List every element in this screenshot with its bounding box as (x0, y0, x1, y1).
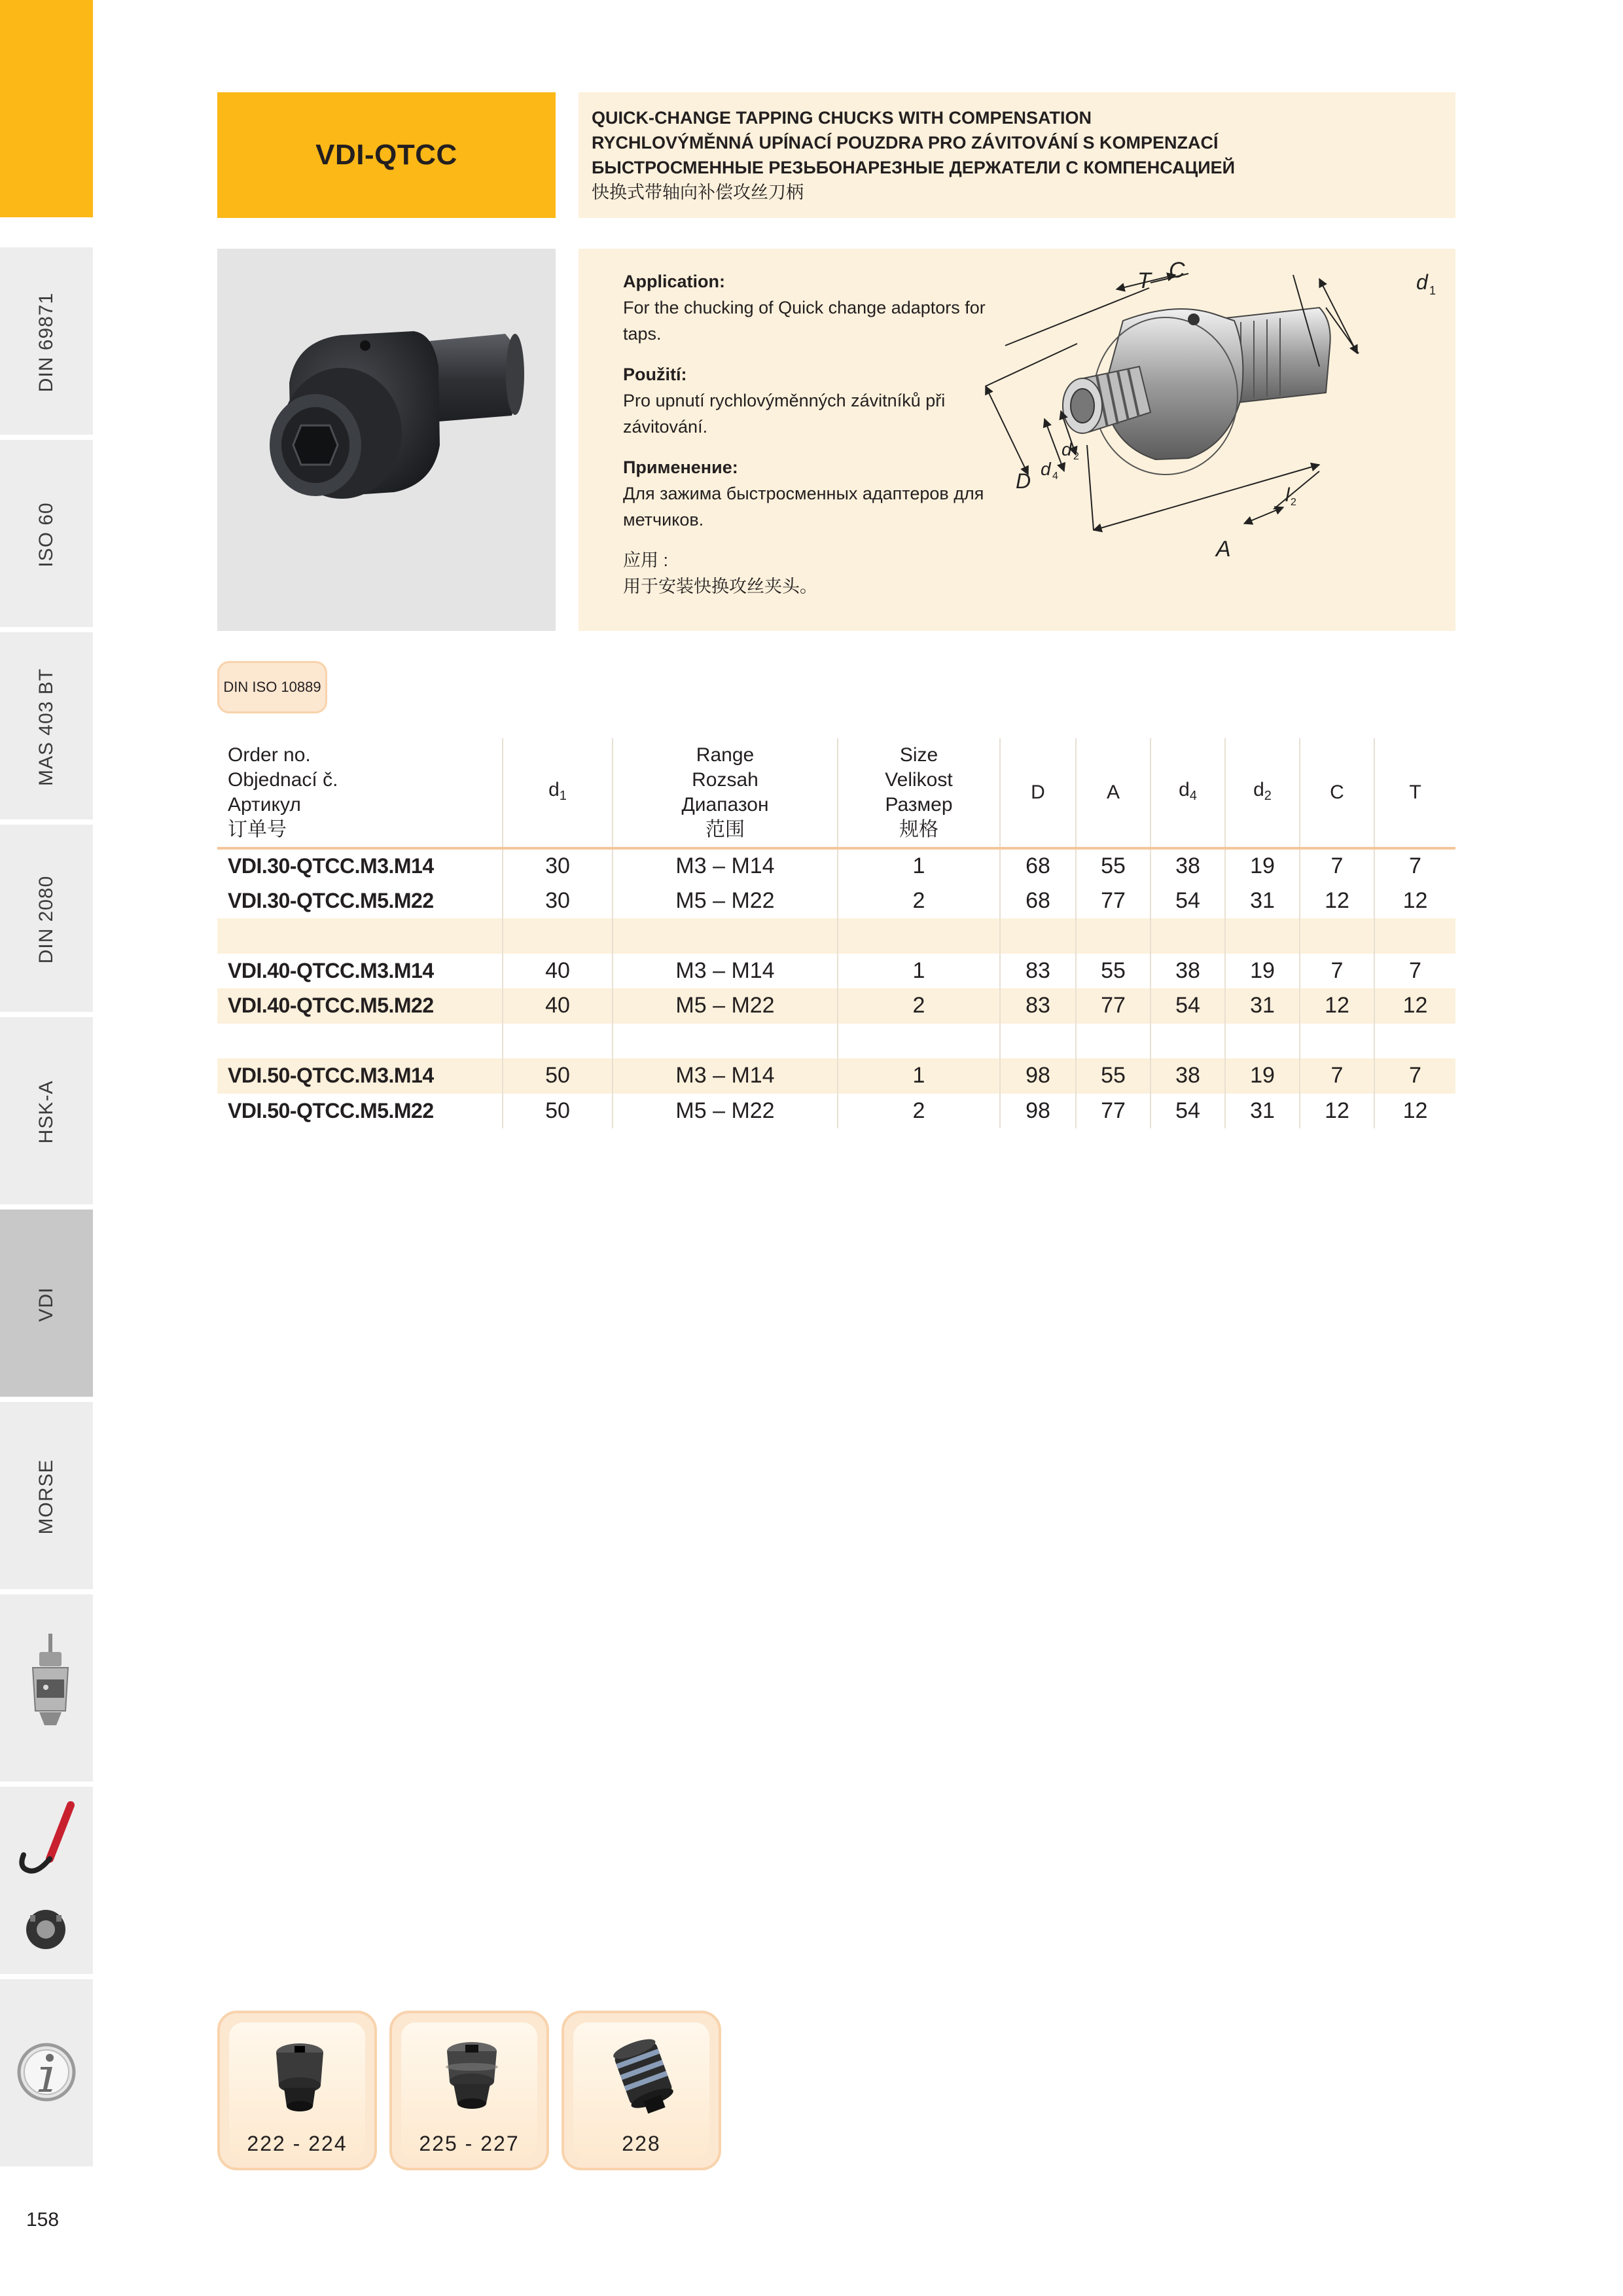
product-title-box (217, 92, 556, 218)
table-row (217, 884, 1455, 919)
cell-d2: 19 (1225, 954, 1300, 989)
dim-label-l2-sub: 2 (1291, 497, 1296, 508)
page-number: 158 (26, 2209, 60, 2231)
application-heading-zh: 应用 : (623, 550, 669, 570)
cell-A: 77 (1076, 988, 1150, 1024)
cell-size: 2 (838, 884, 1000, 919)
sidebar-tab-mas-403-bt[interactable] (0, 632, 93, 822)
cell-d1: 30 (503, 884, 613, 919)
cell-order-no: VDI.40-QTCC.M3.M14 (228, 958, 434, 982)
cell-D: 68 (1000, 848, 1076, 884)
sidebar-tab-label: DIN 2080 (35, 875, 57, 964)
sidebar-tab-wrenches-nuts[interactable] (0, 1787, 93, 1977)
header-size: Size Velikost Размер 规格 (838, 738, 1000, 848)
cell-size: 1 (838, 954, 1000, 989)
cell-d2: 31 (1225, 988, 1300, 1024)
cell-d4: 54 (1150, 988, 1225, 1024)
standard-badge (217, 661, 327, 713)
description-en: QUICK-CHANGE TAPPING CHUCKS WITH COMPENSATION (592, 108, 1092, 128)
cell-d1: 50 (503, 1058, 613, 1094)
product-title: VDI-QTCC (315, 139, 457, 171)
cell-A: 77 (1076, 884, 1150, 919)
cell-order-no: VDI.50-QTCC.M5.M22 (228, 1098, 434, 1122)
cell-T: 7 (1374, 1058, 1455, 1094)
dim-label-d2-sub: 2 (1073, 451, 1079, 462)
header-C: C (1300, 738, 1374, 848)
related-card-228[interactable] (562, 2011, 721, 2170)
dim-label-C: C (1169, 258, 1185, 283)
cell-T: 7 (1374, 848, 1455, 884)
cell-d4: 38 (1150, 848, 1225, 884)
cell-T: 12 (1374, 988, 1455, 1024)
cell-A: 55 (1076, 848, 1150, 884)
dim-label-A: A (1216, 537, 1231, 562)
cell-d4: 38 (1150, 954, 1225, 989)
sidebar-tab-iso-60[interactable] (0, 440, 93, 630)
header-d4: $d_4$ (1150, 738, 1225, 848)
table-row (217, 848, 1455, 884)
cell-order-no: VDI.30-QTCC.M5.M22 (228, 888, 434, 912)
dim-label-D: D (1016, 469, 1031, 493)
table-row (217, 954, 1455, 989)
cell-order-no: VDI.50-QTCC.M3.M14 (217, 1058, 503, 1094)
dim-label-d4: d (1041, 459, 1051, 479)
cell-size: 1 (838, 1058, 1000, 1094)
cell-range: M3 – M14 (613, 1058, 838, 1094)
sidebar-tab-vdi[interactable] (0, 1210, 93, 1399)
info-icon (0, 1979, 93, 2169)
application-panel (579, 249, 1455, 631)
cell-d4: 54 (1150, 884, 1225, 919)
cell-range: M5 – M22 (613, 1094, 838, 1129)
hook-wrench-nut-icon (0, 1787, 93, 1977)
cell-range: M5 – M22 (613, 988, 838, 1024)
related-card-225-227[interactable] (389, 2011, 549, 2170)
cell-d4: 54 (1150, 1094, 1225, 1129)
cell-d2: 19 (1225, 848, 1300, 884)
application-text-zh: 用于安装快换攻丝夹头。 (623, 577, 817, 596)
related-card-pages: 228 (622, 2132, 661, 2155)
dim-label-d1: d (1416, 270, 1428, 294)
product-photo (217, 249, 556, 631)
cell-d4: 38 (1150, 1058, 1225, 1094)
cell-size: 2 (838, 988, 1000, 1024)
dim-label-d2: d (1061, 439, 1072, 459)
cell-d1: 50 (503, 1094, 613, 1129)
cell-C: 7 (1300, 848, 1374, 884)
cell-d2: 31 (1225, 1094, 1300, 1129)
header-d1: $d_1$ (503, 738, 613, 848)
sidebar-tab-din-2080[interactable] (0, 825, 93, 1014)
cell-T: 12 (1374, 1094, 1455, 1129)
cell-D: 83 (1000, 954, 1076, 989)
cell-A: 55 (1076, 1058, 1150, 1094)
application-text (623, 268, 990, 614)
header-T: T (1374, 738, 1455, 848)
application-heading-cz: Použití: (623, 365, 687, 384)
tapping-chuck-product-image (217, 249, 556, 631)
cell-size: 1 (838, 848, 1000, 884)
cell-order-no: VDI.30-QTCC.M3.M14 (228, 854, 434, 878)
sidebar-tab-din-69871[interactable] (0, 247, 93, 437)
header-A: A (1076, 738, 1150, 848)
cell-range: M3 – M14 (613, 848, 838, 884)
sidebar-tab-label: MAS 403 BT (35, 668, 57, 787)
table-row (217, 1094, 1455, 1129)
tapping-attachment-icon (592, 2033, 696, 2118)
sidebar-tab-morse[interactable] (0, 1402, 93, 1592)
cell-d2: 31 (1225, 884, 1300, 919)
cell-C: 12 (1300, 1094, 1374, 1129)
cell-C: 7 (1300, 1058, 1374, 1094)
header-D: D (1000, 738, 1076, 848)
header-d2: $d_2$ (1225, 738, 1300, 848)
application-text-en: For the chucking of Quick change adaptors for taps. (623, 298, 986, 344)
cell-d2: 19 (1225, 1058, 1300, 1094)
application-text-cz: Pro upnutí rychlovýměnných závitníků při závitování. (623, 391, 946, 437)
table-spacer-row (217, 918, 1455, 954)
related-card-222-224[interactable] (217, 2011, 377, 2170)
cell-A: 55 (1076, 954, 1150, 989)
cell-order-no: VDI.40-QTCC.M5.M22 (217, 988, 503, 1024)
dimension-drawing (979, 249, 1455, 631)
cell-d1: 30 (503, 848, 613, 884)
sidebar-tab-label: VDI (35, 1287, 57, 1322)
related-card-pages: 225 - 227 (419, 2132, 520, 2155)
cell-size: 2 (838, 1094, 1000, 1129)
cell-d1: 40 (503, 988, 613, 1024)
cell-T: 12 (1374, 884, 1455, 919)
cell-D: 98 (1000, 1094, 1076, 1129)
header-order-no: Order no. Objednací č. Артикул 订单号 (228, 744, 338, 840)
sidebar-tab-label: HSK-A (35, 1080, 57, 1144)
product-description-box (579, 92, 1455, 218)
cell-D: 68 (1000, 884, 1076, 919)
table-header-row (217, 738, 1455, 848)
sidebar-tab-hsk-a[interactable] (0, 1017, 93, 1207)
application-heading-ru: Применение: (623, 457, 738, 477)
dim-label-T: T (1137, 268, 1151, 293)
cell-C: 12 (1300, 884, 1374, 919)
cell-D: 83 (1000, 988, 1076, 1024)
description-ru: БЫСТРОСМЕННЫЕ РЕЗЬБОНАРЕЗНЫЕ ДЕРЖАТЕЛИ С КОМПЕНСАЦИЕЙ (592, 158, 1236, 177)
dim-label-l2: l (1285, 484, 1290, 506)
standard-label: DIN ISO 10889 (223, 679, 321, 695)
sidebar-tab-info[interactable] (0, 1979, 93, 2169)
cell-T: 7 (1374, 954, 1455, 989)
order-table (217, 738, 1455, 1128)
description-zh: 快换式带轴向补偿攻丝刀柄 (592, 183, 804, 202)
cell-C: 12 (1300, 988, 1374, 1024)
sidebar-tab-label: ISO 60 (35, 502, 57, 567)
sidebar-tab-label: DIN 69871 (35, 292, 57, 393)
dim-label-d1-sub: 1 (1429, 284, 1436, 297)
cell-range: M3 – M14 (613, 954, 838, 989)
cell-A: 77 (1076, 1094, 1150, 1129)
cell-d1: 40 (503, 954, 613, 989)
table-row (217, 988, 1455, 1024)
cell-C: 7 (1300, 954, 1374, 989)
application-heading-en: Application: (623, 272, 725, 291)
table-row (217, 1058, 1455, 1094)
application-text-ru: Для зажима быстросменных адаптеров для метчиков. (623, 484, 984, 529)
description-cz: RYCHLOVÝMĚNNÁ UPÍNACÍ POUZDRA PRO ZÁVITOVÁNÍ S KOMPENZACÍ (592, 133, 1219, 152)
cell-D: 98 (1000, 1058, 1076, 1094)
drill-chuck-icon (0, 1594, 93, 1784)
sidebar (0, 0, 93, 2166)
sidebar-tab-drill-chucks[interactable] (0, 1594, 93, 1784)
tap-adaptor-icon (247, 2033, 352, 2118)
cell-range: M5 – M22 (613, 884, 838, 919)
related-card-pages: 222 - 224 (247, 2132, 348, 2155)
tap-adaptor-clutch-icon (419, 2033, 524, 2118)
table-spacer-row (217, 1024, 1455, 1059)
sidebar-tab-label: MORSE (35, 1459, 57, 1535)
header-range: Range Rozsah Диапазон 范围 (613, 738, 838, 848)
sidebar-accent-block (0, 0, 93, 217)
dim-label-d4-sub: 4 (1052, 471, 1058, 482)
